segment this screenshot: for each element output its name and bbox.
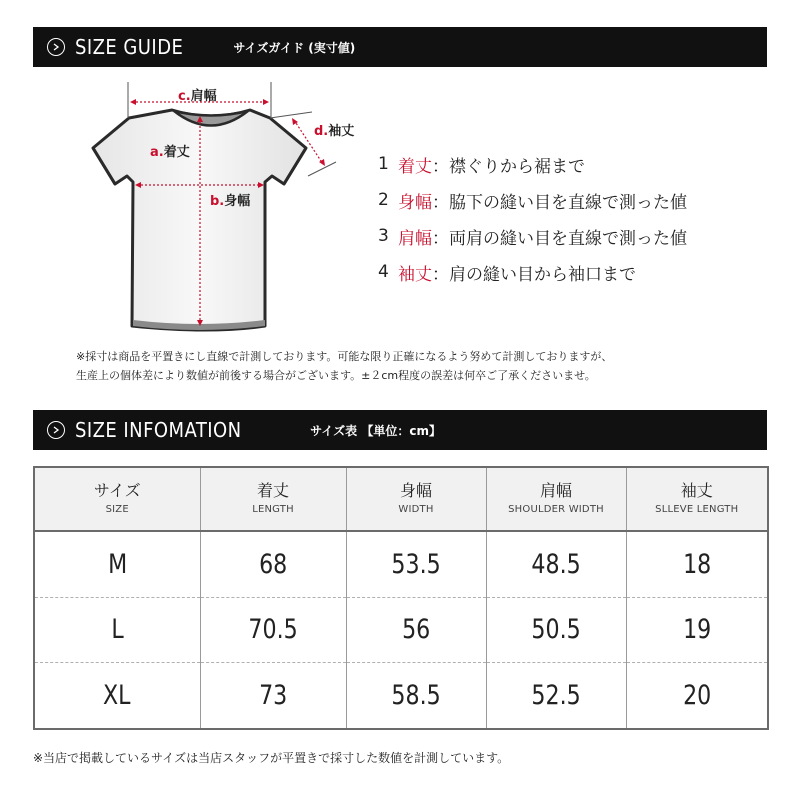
definition-row: 2 身幅 ：脇下の縫い目を直線で測った値 bbox=[378, 190, 687, 213]
cell-sleeve-length: 20 bbox=[626, 663, 768, 729]
size-table bbox=[33, 466, 769, 730]
table-row bbox=[34, 597, 768, 662]
cell-sleeve-length: 19 bbox=[626, 597, 768, 662]
header-sleeve-length: 袖丈 SLLEVE LENGTH bbox=[626, 467, 768, 531]
cell-shoulder-width: 50.5 bbox=[486, 597, 626, 662]
header-size: サイズ SIZE bbox=[34, 467, 200, 531]
circle-chevron-right-icon bbox=[47, 421, 65, 439]
size-info-banner bbox=[33, 410, 767, 450]
label-a-length: a.着丈 bbox=[150, 145, 190, 160]
measurement-notes bbox=[76, 347, 776, 385]
cell-size: L bbox=[34, 597, 200, 662]
size-guide-title: SIZE GUIDE bbox=[75, 35, 184, 59]
note-line: 生産上の個体差により数値が前後する場合がございます。±２cm程度の誤差は何卒ご了承くださいませ。 bbox=[76, 369, 596, 382]
cell-width: 56 bbox=[346, 597, 486, 662]
cell-length: 73 bbox=[200, 663, 346, 729]
tshirt-diagram bbox=[80, 80, 370, 342]
cell-shoulder-width: 52.5 bbox=[486, 663, 626, 729]
note-line: ※採寸は商品を平置きにし直線で計測しております。可能な限り正確になるよう努めて計測しておりますが、 bbox=[76, 350, 613, 363]
definition-row: 1 着丈 ：襟ぐりから裾まで bbox=[378, 154, 585, 177]
cell-width: 53.5 bbox=[346, 531, 486, 597]
table-header-row bbox=[34, 467, 768, 531]
definition-row: 4 袖丈 ：肩の縫い目から袖口まで bbox=[378, 262, 636, 285]
cell-length: 70.5 bbox=[200, 597, 346, 662]
header-length: 着丈 LENGTH bbox=[200, 467, 346, 531]
definition-row: 3 肩幅 ：両肩の縫い目を直線で測った値 bbox=[378, 226, 687, 249]
cell-size: XL bbox=[34, 663, 200, 729]
size-guide-subtitle: サイズガイド (実寸値) bbox=[233, 40, 356, 55]
table-row bbox=[34, 531, 768, 597]
cell-sleeve-length: 18 bbox=[626, 531, 768, 597]
label-d-sleeve: d.袖丈 bbox=[314, 124, 355, 139]
size-guide-banner bbox=[33, 27, 767, 67]
table-footnote: ※当店で掲載しているサイズは当店スタッフが平置きで採寸した数値を計測しています。 bbox=[33, 751, 510, 765]
label-b-width: b.身幅 bbox=[210, 194, 251, 209]
cell-length: 68 bbox=[200, 531, 346, 597]
table-row bbox=[34, 663, 768, 729]
cell-size: M bbox=[107, 548, 127, 580]
cell-shoulder-width: 48.5 bbox=[486, 531, 626, 597]
size-info-title: SIZE INFOMATION bbox=[75, 418, 242, 442]
header-shoulder-width: 肩幅 SHOULDER WIDTH bbox=[486, 467, 626, 531]
cell-width: 58.5 bbox=[346, 663, 486, 729]
header-width: 身幅 WIDTH bbox=[346, 467, 486, 531]
label-c-shoulder: c.肩幅 bbox=[178, 89, 217, 104]
size-info-subtitle: サイズ表 【単位：cm】 bbox=[310, 423, 441, 438]
measurement-definitions bbox=[378, 146, 778, 290]
circle-chevron-right-icon bbox=[47, 38, 65, 56]
